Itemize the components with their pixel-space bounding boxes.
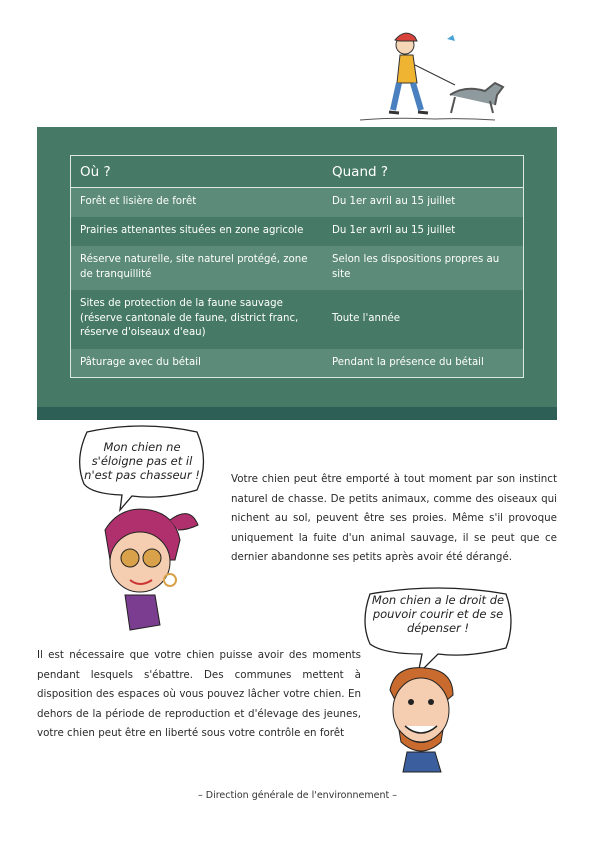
cell-where: Réserve naturelle, site naturel protégé, zone de tranquillité xyxy=(71,246,324,290)
cell-where: Forêt et lisière de forêt xyxy=(71,188,324,217)
table-row xyxy=(71,217,524,246)
paragraph-freedom: Il est nécessaire que votre chien puisse avoir des moments pendant lesquels s'ébattre. Des communes mettent à disposition des espaces où vous pouvez lâcher votre chien. En dehors de la période de reproduction et d'élevage des jeunes, votre chien peut être en liberté sous votre contrôle en forêt xyxy=(37,649,361,740)
walker-with-dog-illustration xyxy=(355,25,525,130)
bubble-woman-text: Mon chien ne s'éloigne pas et il n'est pas chasseur ! xyxy=(84,440,200,482)
cell-when: Toute l'année xyxy=(323,290,524,349)
table-row xyxy=(71,290,524,349)
panel-bottom-strip xyxy=(37,407,557,420)
header-when: Quand ? xyxy=(323,156,524,188)
footer-credit: – Direction générale de l'environnement – xyxy=(198,790,397,801)
bubble-man-text: Mon chien a le droit de pouvoir courir et de se dépenser ! xyxy=(371,593,505,635)
cell-when: Du 1er avril au 15 juillet xyxy=(323,188,524,217)
cell-where: Pâturage avec du bétail xyxy=(71,349,324,378)
cell-when: Selon les dispositions propres au site xyxy=(323,246,524,290)
where-when-table xyxy=(70,155,524,378)
man-illustration xyxy=(375,660,470,775)
cell-where: Sites de protection de la faune sauvage (réserve cantonale de faune, district franc, réserve d'oiseaux d'eau) xyxy=(71,290,324,349)
table-row xyxy=(71,349,524,378)
header-where: Où ? xyxy=(71,156,324,188)
table-row xyxy=(71,188,524,217)
cell-when: Du 1er avril au 15 juillet xyxy=(323,217,524,246)
paragraph-instinct: Votre chien peut être emporté à tout moment par son instinct naturel de chasse. De petits animaux, comme des oiseaux qui nichent au sol, peuvent être ses proies. Même s'il provoque uniquement la fuite d'un animal sauvage, il se peut que ce dernier abandonne ses petits après avoir été dérangé. xyxy=(231,473,557,564)
table-row xyxy=(71,246,524,290)
cell-when: Pendant la présence du bétail xyxy=(323,349,524,378)
woman-illustration xyxy=(90,500,200,635)
cell-where: Prairies attenantes situées en zone agricole xyxy=(71,217,324,246)
table-header-row xyxy=(71,156,524,188)
